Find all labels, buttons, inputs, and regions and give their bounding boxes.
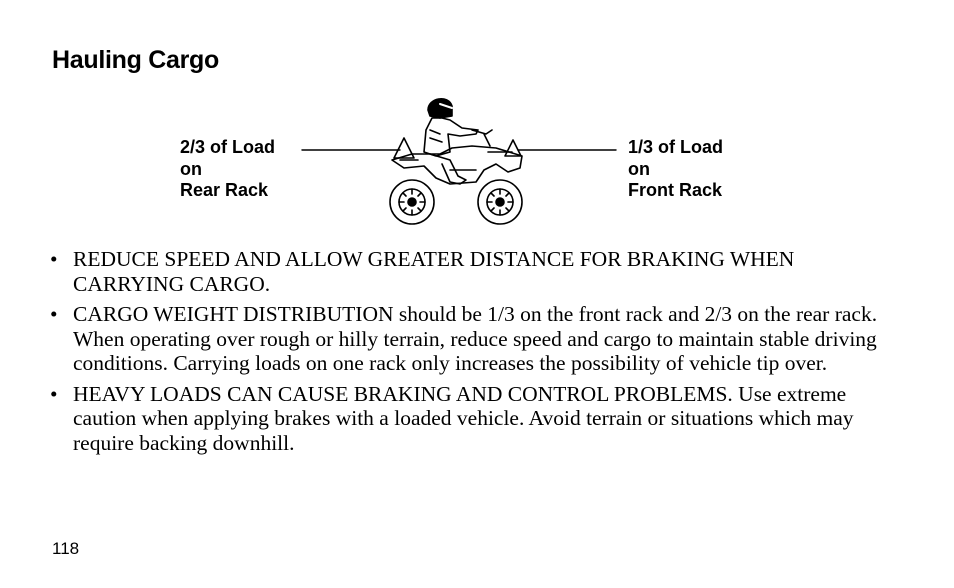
front-load-line-3: Front Rack [628,180,723,200]
bullet-marker: • [50,247,58,271]
rear-load-line-2: on [180,158,202,179]
bullet-marker: • [50,381,58,406]
list-item [50,382,890,456]
rear-load-line-1: 2/3 of Load [180,137,276,157]
atv-rider-icon [300,90,620,230]
list-item [50,302,890,376]
front-load-line-1: 1/3 of Load [628,137,724,157]
rear-load-line-3: Rear Rack [180,180,269,200]
bullet-text: REDUCE SPEED AND ALLOW GREATER DISTANCE FOR BRAKING WHEN CARRYING CARGO. [73,247,795,296]
page-title: Hauling Cargo [52,46,219,74]
list-item [50,247,890,296]
bullet-text: CARGO WEIGHT DISTRIBUTION should be 1/3 on the front rack and 2/3 on the rear rack. When operating over rough or hilly terrain, reduce speed and cargo to maintain stable driving conditions. Carrying loads on one rack only increases the possibility of vehicle tip over. [73,302,878,375]
cargo-safety-list [50,247,890,461]
front-load-line-2: on [628,158,650,179]
bullet-text: HEAVY LOADS CAN CAUSE BRAKING AND CONTROL PROBLEMS. Use extreme caution when applying brakes with a loaded vehicle. Avoid terrain or situations which may require backing downhill. [73,381,854,455]
rear-load-label [180,137,275,202]
page-number: 118 [52,539,80,558]
front-load-label [628,137,723,202]
rider-helmet [428,99,452,118]
bullet-marker: • [50,302,58,326]
rider-body [424,118,478,156]
